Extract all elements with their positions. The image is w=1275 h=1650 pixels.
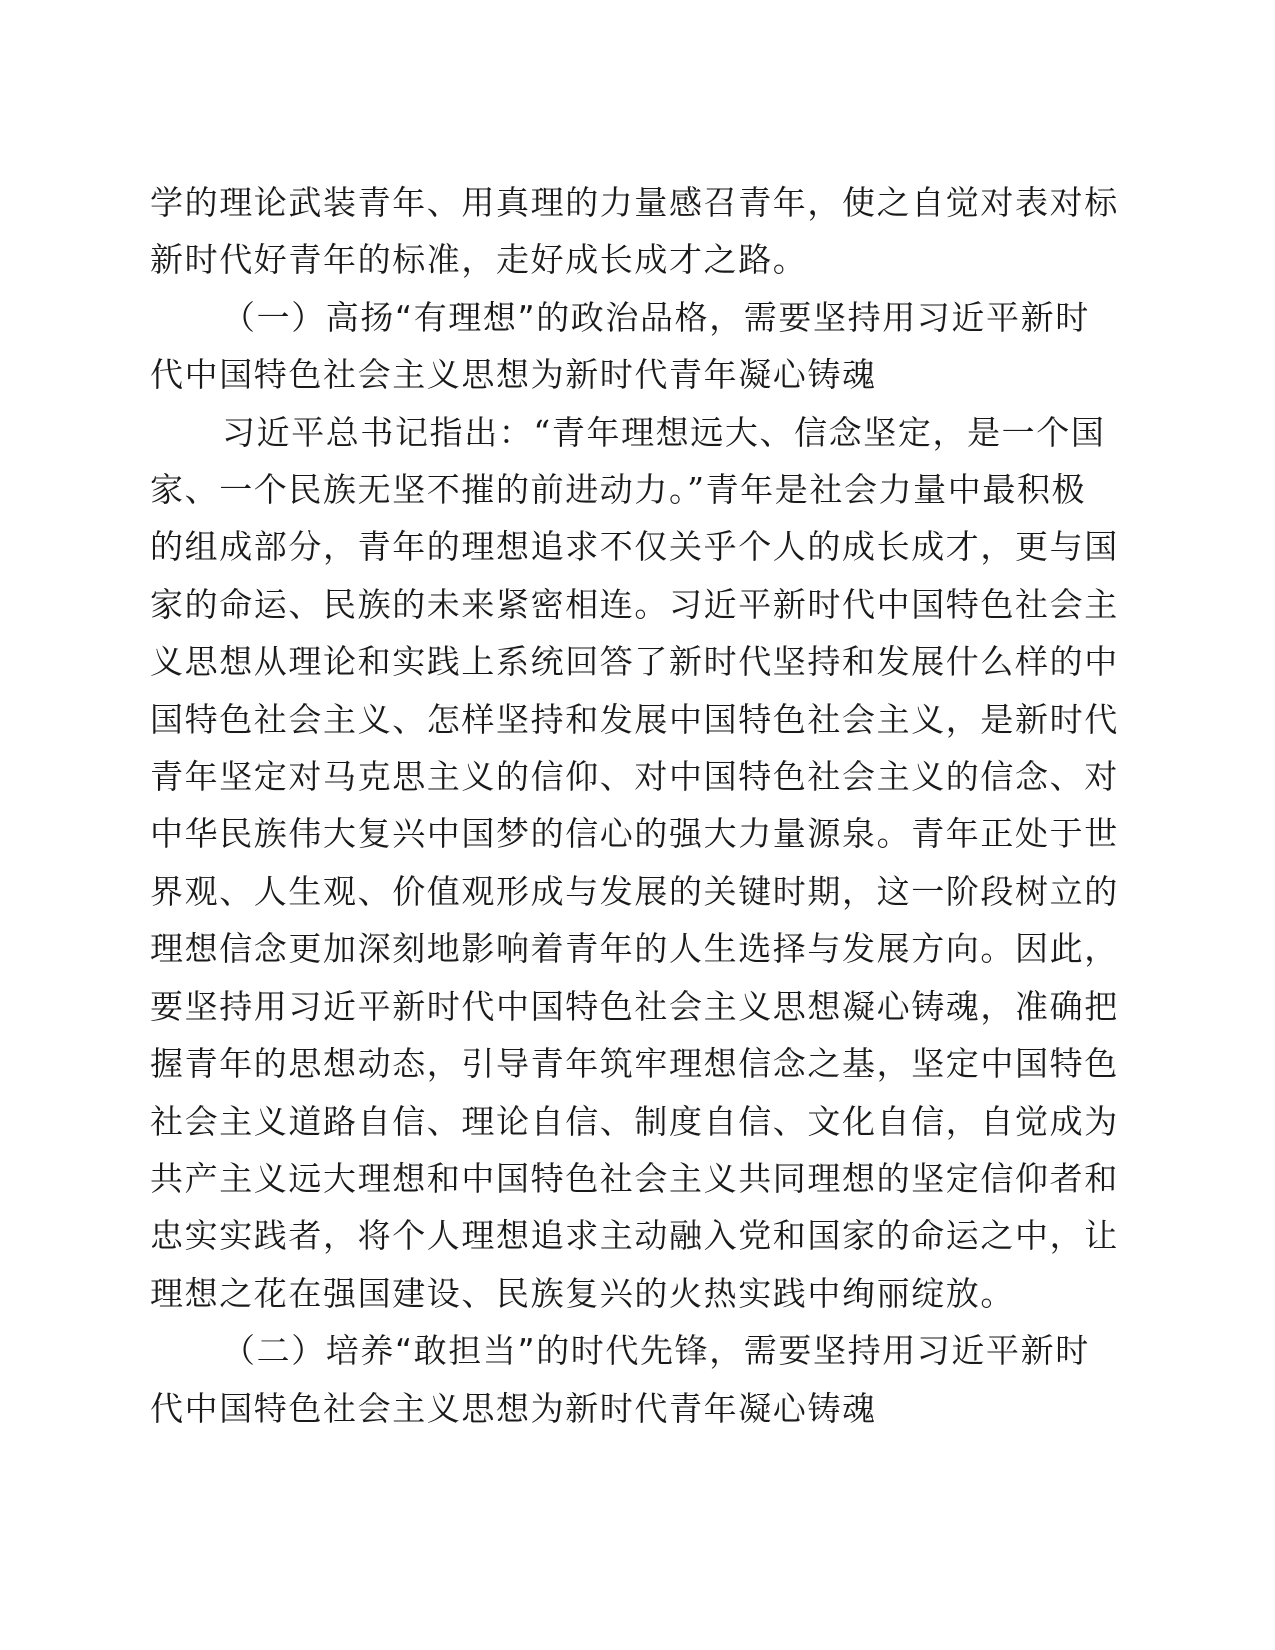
text-line: 忠实实践者，将个人理想追求主动融入党和国家的命运之中，让 [150, 1216, 1119, 1256]
text-line: 习近平总书记指出：“青年理想远大、信念坚定，是一个国 [222, 412, 1106, 452]
text-line: 青年坚定对马克思主义的信仰、对中国特色社会主义的信念、对 [150, 757, 1119, 797]
text-line: 理想信念更加深刻地影响着青年的人生选择与发展方向。因此， [150, 929, 1119, 969]
text-line: 的组成部分，青年的理想追求不仅关乎个人的成长成才，更与国 [150, 527, 1119, 567]
text-line: 界观、人生观、价值观形成与发展的关键时期，这一阶段树立的 [150, 871, 1119, 911]
text-line: 社会主义道路自信、理论自信、制度自信、文化自信，自觉成为 [150, 1101, 1119, 1141]
document-body [150, 174, 1119, 1437]
text-line: 家、一个民族无坚不摧的前进动力。”青年是社会力量中最积极 [150, 470, 1087, 510]
heading-line: （一）高扬“有理想”的政治品格，需要坚持用习近平新时 [222, 297, 1090, 337]
text-line: 握青年的思想动态，引导青年筑牢理想信念之基，坚定中国特色 [150, 1044, 1119, 1084]
heading-line: 代中国特色社会主义思想为新时代青年凝心铸魂 [150, 355, 877, 395]
text-line: 要坚持用习近平新时代中国特色社会主义思想凝心铸魂，准确把 [150, 986, 1119, 1026]
heading-line: （二）培养“敢担当”的时代先锋，需要坚持用习近平新时 [222, 1331, 1090, 1371]
text-line: 义思想从理论和实践上系统回答了新时代坚持和发展什么样的中 [150, 642, 1119, 682]
section-heading-two [150, 1322, 1090, 1437]
text-line: 新时代好青年的标准，走好成长成才之路。 [150, 240, 808, 280]
text-line: 家的命运、民族的未来紧密相连。习近平新时代中国特色社会主 [150, 584, 1119, 624]
body-paragraph [150, 404, 1119, 1323]
text-line: 学的理论武装青年、用真理的力量感召青年，使之自觉对表对标 [150, 183, 1119, 222]
text-line: 中华民族伟大复兴中国梦的信心的强大力量源泉。青年正处于世 [150, 814, 1119, 854]
text-line: 共产主义远大理想和中国特色社会主义共同理想的坚定信仰者和 [150, 1158, 1119, 1198]
text-line: 国特色社会主义、怎样坚持和发展中国特色社会主义，是新时代 [150, 699, 1119, 739]
text-line: 理想之花在强国建设、民族复兴的火热实践中绚丽绽放。 [150, 1273, 1015, 1313]
section-heading-one [150, 289, 1090, 404]
continuation-paragraph [150, 174, 1119, 289]
heading-line: 代中国特色社会主义思想为新时代青年凝心铸魂 [150, 1388, 877, 1428]
